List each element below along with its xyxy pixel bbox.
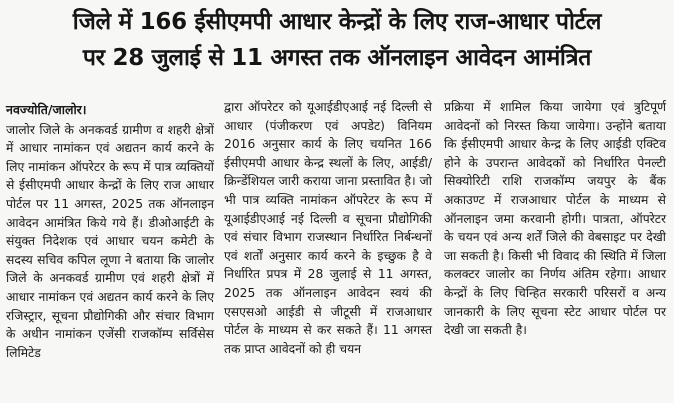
column-1-text: जालोर जिले के अनकवर्ड ग्रामीण व शहरी क्षेत्रों में आधार नामांकन एवं अद्यतन कार्य करने के लिए नामांकन ऑपरेटर के रूप में पात्र व्यक्तियों से ईसीएमपी आधार केन्द्रों के लिए राज आधार पोर्टल पर 11 अगस्त, 2025 तक ऑनलाइन आवेदन आमंत्रित किये गये हैं। डीओआईटी के संयुक्त निदेशक एवं आधार चयन कमेटी के सदस्य सचिव कपिल लूणा ने बताया कि जालोर जिले के अनकवर्ड ग्रामीण एवं शहरी क्षेत्रों में आधार नामांकन एवं अद्यतन कार्य करने के लिए रजिस्ट्रार, सूचना प्रौद्योगिकी और संचार विभाग के अधीन नामांकन एजेंसी राजकॉम्प सर्विसेस लिमिटेड — [6, 122, 214, 360]
byline: नवज्योति/जालोर। — [6, 102, 87, 117]
headline-line-2: पर 28 जुलाई से 11 अगस्त तक ऑनलाइन आवेदन आमंत्रित — [82, 45, 592, 71]
article-column-3 — [444, 98, 666, 340]
article-column-1 — [6, 101, 214, 362]
headline-line-1: जिले में 166 ईसीएमपी आधार केन्द्रों के लिए राज-आधार पोर्टल — [72, 9, 602, 35]
article-column-2 — [224, 98, 432, 358]
column-3-text: प्रक्रिया में शामिल किया जायेगा एवं त्रुटिपूर्ण आवेदनों को निरस्त किया जायेगा। उन्होंने बताया कि ईसीएमपी आधार केन्द्र के लिए आईडी एक्टिव होने के उपरान्त आवेदकों को निर्धारित पेनल्टी सिक्योरिटी राशि राजकॉम्प जयपुर के बैंक अकाउण्ट में राजआधार पोर्टल के माध्यम से ऑनलाइन जमा करवानी होगी। पात्रता, ऑपरेटर के चयन एवं अन्य शर्तें जिले की वेबसाइट पर देखी जा सकती है। किसी भी विवाद की स्थिति में जिला कलक्टर जालोर का निर्णय अंतिम रहेगा। आधार केन्द्रों के लिए चिन्हित सरकारी परिसरों व अन्य जानकारी के लिए सूचना स्टेट आधार पोर्टल पर देखी जा सकती है। — [444, 100, 666, 338]
headline — [0, 4, 674, 76]
column-2-text: द्वारा ऑपरेटर को यूआईडीएआई नई दिल्ली से आधार (पंजीकरण एवं अपडेट) विनियम 2016 अनुसार कार्य के लिए चयनित 166 ईसीएमपी आधार केन्द्र स्थलों के लिए, आईडी/क्रिन्डेंशियल जारी कराया जाना प्रस्तावित है। जो भी पात्र व्यक्ति नामांकन ऑपरेटर के रूप में यूआईडीएआई नई दिल्ली व सूचना प्रौद्योगिकी एवं संचार विभाग राजस्थान निर्धारित निर्बन्धनों एवं शर्तों अनुसार कार्य करने के इच्छुक है वे निर्धारित प्रपत्र में 28 जुलाई से 11 अगस्त, 2025 तक ऑनलाइन आवेदन स्वयं की एसएसओ आईडी से जीटूसी में राजआधार पोर्टल के माध्यम से कर सकते हैं। 11 अगस्त तक प्राप्त आवेदनों को ही चयन — [224, 100, 432, 356]
